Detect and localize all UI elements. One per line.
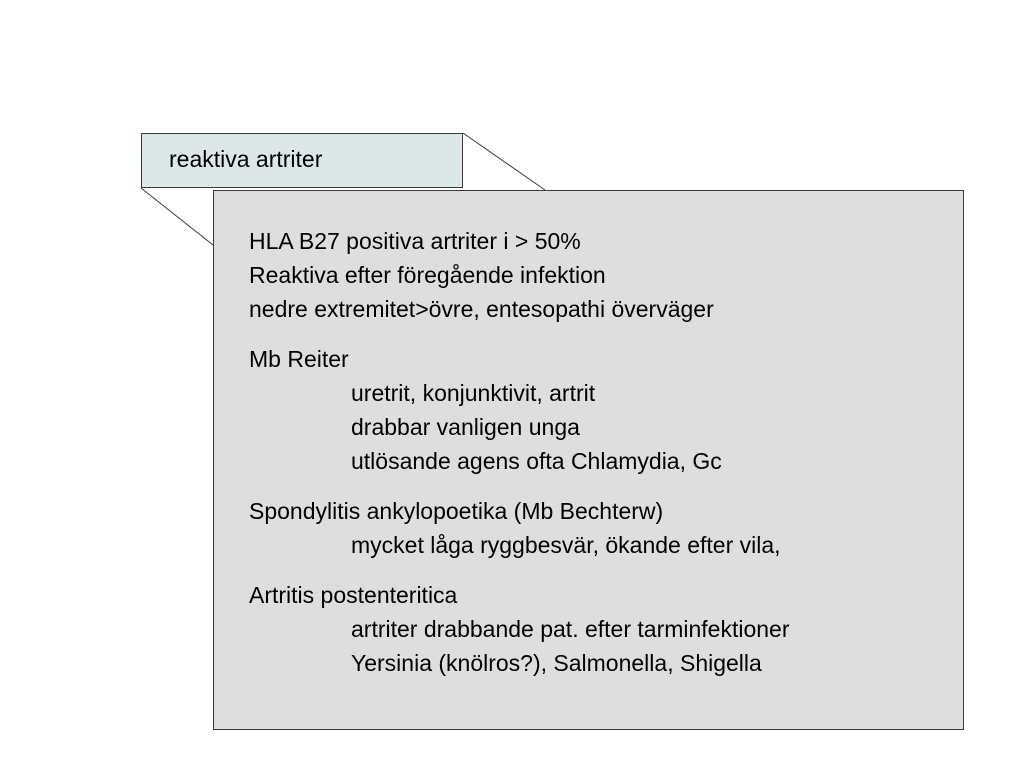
indented-text-line: mycket låga ryggbesvär, ökande efter vila,	[351, 532, 781, 558]
indented-text-line: Yersinia (knölros?), Salmonella, Shigella	[351, 650, 762, 676]
text-line: nedre extremitet>övre, entesopathi överväger	[249, 296, 714, 322]
indented-text-line: drabbar vanligen unga	[351, 414, 580, 440]
content-section	[249, 224, 953, 326]
indented-text-line: utlösande agens ofta Chlamydia, Gc	[351, 448, 722, 474]
content-body	[249, 224, 953, 696]
content-section	[249, 342, 953, 478]
title-box	[141, 133, 463, 188]
text-line: Artritis postenteritica	[249, 582, 458, 608]
content-section	[249, 494, 953, 562]
text-line: Mb Reiter	[249, 346, 349, 372]
content-section	[249, 578, 953, 680]
text-line: Reaktiva efter föregående infektion	[249, 262, 606, 288]
indented-text-line: artriter drabbande pat. efter tarminfektioner	[351, 616, 790, 642]
indented-text-line: uretrit, konjunktivit, artrit	[351, 380, 596, 406]
text-line: HLA B27 positiva artriter i > 50%	[249, 228, 581, 254]
slide-title: reaktiva artriter	[169, 146, 323, 172]
content-box	[213, 190, 964, 730]
text-line: Spondylitis ankylopoetika (Mb Bechterw)	[249, 498, 664, 524]
connector-bottom-line	[141, 188, 213, 245]
connector-top-line	[463, 133, 545, 190]
